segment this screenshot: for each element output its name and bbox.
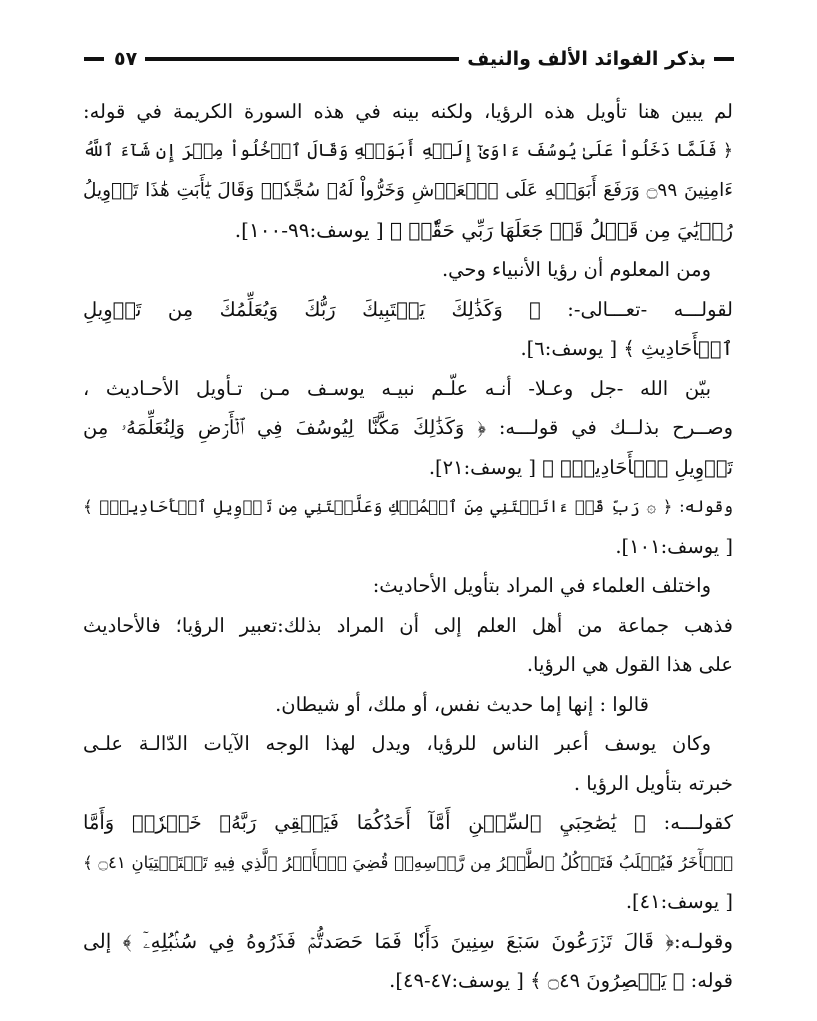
text-line: بيّن الله -جل وعـلا- أنـه علّـم نبيـه يوسـف مـن تـأويل الأحـاديث ،: [83, 376, 711, 400]
text-line: وصــرح بذلــك في قولـــه: ﴿ وَكَذَٰلِكَ مَكَّنَّا لِيُوسُفَ فِي ٱلۡأَرۡضِ وَلِنُعَلِّمَهُۥ مِن: [83, 416, 733, 439]
text-line: ٱلۡأٓخَرُ فَيُصۡلَبُ فَتَأۡكُلُ ٱلطَّيۡرُ مِن رَّأۡسِهِۦۚ قُضِيَ ٱلۡأَمۡرُ ٱلَّذِي فِيهِ تَسۡتَفۡتِيَانِ ۝٤١ ﴾: [83, 852, 733, 872]
text-line: تَأۡوِيلِ ٱلۡأَحَادِيثِۚ ﴾ [ يوسف:٢١].: [428, 455, 733, 479]
text-line: واختلف العلماء في المراد بتأويل الأحاديث:: [372, 574, 711, 597]
header-dash-right: [714, 57, 734, 61]
text-line: رُءۡيَٰيَ مِن قَبۡلُ قَدۡ جَعَلَهَا رَبِّي حَقّٗاۖ ﴾ [ يوسف:٩٩-١٠٠].: [234, 217, 733, 242]
text-line: وكان يوسف أعبر الناس للرؤيا، ويدل لهذا الوجه الآيات الدّالـة علـى: [83, 732, 711, 755]
text-line: فذهب جماعة من أهل العلم إلى أن المراد بذلك:تعبير الرؤيا؛ فالأحاديث: [83, 613, 733, 637]
text-line: كقولـــه: ﴿ يَٰصَٰحِبَيِ ٱلسِّجۡنِ أَمَّآ أَحَدُكُمَا فَيَسۡقِي رَبَّهُۥ خَمۡرٗاۖ وَأَمَّا: [83, 811, 733, 834]
text-line: قالوا : إنها إما حديث نفس، أو ملك، أو شيطان.: [275, 692, 649, 716]
text-line: خبرته بتأويل الرؤيا .: [573, 771, 733, 795]
text-line: ومن المعلوم أن رؤيا الأنبياء وحي.: [441, 258, 711, 281]
text-line: ءَامِنِينَ ۝٩٩ وَرَفَعَ أَبَوَيۡهِ عَلَى ٱلۡعَرۡشِ وَخَرُّواْ لَهُۥ سُجَّدٗاۖ وَقَالَ يَٰٓأَبَتِ هَٰذَا تَأۡوِيلُ: [83, 180, 733, 201]
running-header: [84, 44, 734, 74]
header-dash-left: [84, 57, 104, 61]
text-line: [ يوسف:٤١].: [625, 890, 733, 913]
text-line: ٱلۡأَحَادِيثِ ﴾ [ يوسف:٦].: [520, 337, 733, 360]
page-body: [83, 92, 733, 1001]
text-line: لم يبين هنا تأويل هذه الرؤيا، ولكنه بينه في هذه السورة الكريمة في قوله:: [83, 100, 733, 123]
text-line: قوله: ﴿ يَعۡصِرُونَ ۝٤٩ ﴾ [ يوسف:٤٧-٤٩].: [389, 969, 733, 992]
text-line: ﴿ فَلَمَّا دَخَلُواْ عَلَىٰ يُوسُفَ ءَاوَىٰٓ إِلَيۡهِ أَبَوَيۡهِ وَقَالَ ٱدۡخُلُواْ مِصۡرَ إِن شَآءَ ٱللَّهُ: [83, 140, 733, 161]
text-line: لقولـــه -تعـــالى-: ﴿ وَكَذَٰلِكَ يَجۡتَبِيكَ رَبُّكَ وَيُعَلِّمُكَ مِن تَأۡوِيلِ: [83, 297, 733, 321]
text-line: [ يوسف:١٠١].: [615, 534, 733, 558]
text-line: على هذا القول هي الرؤيا.: [526, 653, 733, 676]
text-line: وقوله: ﴿ ۞ رَبِّ قَدۡ ءَاتَيۡتَنِي مِنَ ٱلۡمُلۡكِ وَعَلَّمۡتَنِي مِن تَأۡوِيلِ ٱلۡأَحَادِيثِۚ ﴾: [83, 497, 733, 516]
text-line: وقولـه:﴿ قَالَ تَزۡرَعُونَ سَبۡعَ سِنِينَ دَأَبٗا فَمَا حَصَدتُّمۡ فَذَرُوهُ فِي سُنۢبُلِهِۦٓ ﴾ إلى: [83, 928, 733, 953]
header-rule: [145, 57, 459, 61]
header-title: بذكر الفوائد الألف والنيف: [467, 48, 706, 70]
page-number: ٥٧: [114, 48, 138, 70]
